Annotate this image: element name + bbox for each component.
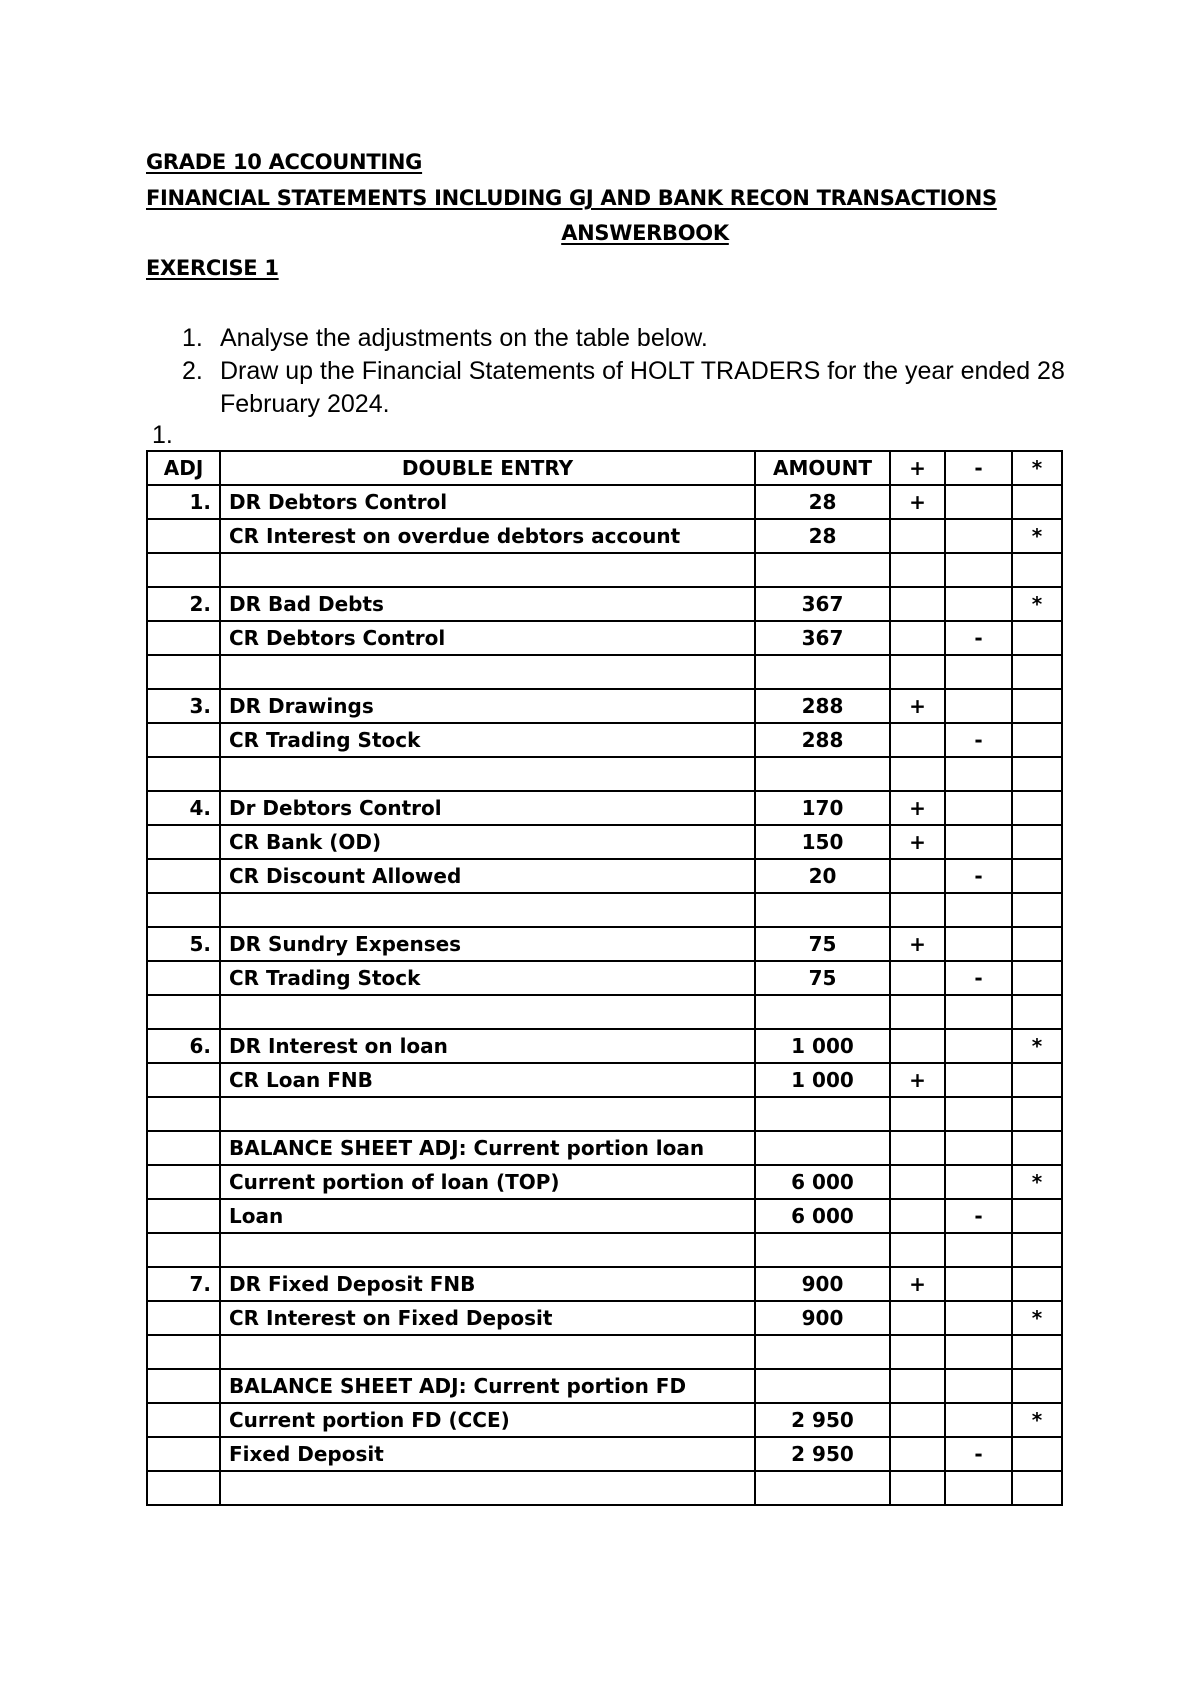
amount-cell: 150 [755,825,890,859]
plus-cell [890,553,945,587]
table-row [147,1199,1062,1233]
amount-cell: 20 [755,859,890,893]
table-row [147,961,1062,995]
minus-cell [945,893,1012,927]
plus-cell [890,1369,945,1403]
star-column-header: * [1012,451,1062,485]
adj-cell [147,621,220,655]
table-row [147,1335,1062,1369]
table-row [147,519,1062,553]
instruction-number: 1. [182,324,203,352]
plus-cell [890,961,945,995]
minus-cell [945,927,1012,961]
star-cell [1012,1335,1062,1369]
amount-cell: 75 [755,927,890,961]
star-cell [1012,553,1062,587]
double-entry-cell: DR Interest on loan [220,1029,755,1063]
double-entry-cell [220,995,755,1029]
table-row [147,1029,1062,1063]
amount-cell [755,757,890,791]
adj-cell: 4. [147,791,220,825]
amount-column-header: AMOUNT [755,451,890,485]
adj-cell [147,859,220,893]
double-entry-cell: CR Trading Stock [220,961,755,995]
minus-cell: - [945,1437,1012,1471]
star-cell: * [1012,1029,1062,1063]
table-row [147,1097,1062,1131]
double-entry-cell: Loan [220,1199,755,1233]
table-row [147,1369,1062,1403]
table-row [147,995,1062,1029]
amount-cell [755,553,890,587]
plus-cell [890,1097,945,1131]
double-entry-cell: Current portion of loan (TOP) [220,1165,755,1199]
double-entry-cell: DR Fixed Deposit FNB [220,1267,755,1301]
adj-cell [147,1471,220,1505]
adj-cell [147,1063,220,1097]
minus-cell [945,1471,1012,1505]
adj-cell [147,1233,220,1267]
double-entry-cell: Dr Debtors Control [220,791,755,825]
table-body [147,485,1062,1505]
minus-cell [945,1403,1012,1437]
star-cell [1012,485,1062,519]
double-entry-cell: DR Bad Debts [220,587,755,621]
plus-cell: + [890,1063,945,1097]
table-row [147,791,1062,825]
double-entry-cell [220,1471,755,1505]
answerbook-heading: ANSWERBOOK [561,221,729,245]
plus-cell [890,519,945,553]
plus-cell [890,995,945,1029]
amount-cell [755,1097,890,1131]
table-row [147,893,1062,927]
double-entry-cell [220,893,755,927]
topic-heading: FINANCIAL STATEMENTS INCLUDING GJ AND BANK RECON TRANSACTIONS [146,186,997,210]
double-entry-column-header: DOUBLE ENTRY [220,451,755,485]
adj-cell [147,1199,220,1233]
instruction-text: Draw up the Financial Statements of HOLT TRADERS for the year ended 28 February 2024. [220,357,1065,418]
star-cell [1012,893,1062,927]
plus-cell [890,1301,945,1335]
star-cell [1012,655,1062,689]
minus-cell [945,1233,1012,1267]
table-row [147,485,1062,519]
minus-cell [945,1335,1012,1369]
minus-cell [945,519,1012,553]
amount-cell [755,655,890,689]
star-cell [1012,859,1062,893]
question-number: 1. [152,421,173,449]
adj-cell [147,1131,220,1165]
table-row [147,587,1062,621]
minus-cell [945,587,1012,621]
table-row [147,1267,1062,1301]
minus-cell [945,1301,1012,1335]
minus-cell: - [945,961,1012,995]
minus-cell: - [945,859,1012,893]
star-cell [1012,1369,1062,1403]
table-row [147,1471,1062,1505]
star-cell [1012,689,1062,723]
amount-cell: 1 000 [755,1029,890,1063]
amount-cell [755,1233,890,1267]
star-cell [1012,1233,1062,1267]
amount-cell: 288 [755,689,890,723]
minus-cell [945,655,1012,689]
star-cell: * [1012,1301,1062,1335]
adj-cell [147,1403,220,1437]
table-row [147,927,1062,961]
grade-heading: GRADE 10 ACCOUNTING [146,150,423,174]
plus-cell [890,1335,945,1369]
adj-cell [147,723,220,757]
instruction-item [146,355,1086,421]
star-cell [1012,791,1062,825]
adj-cell: 1. [147,485,220,519]
amount-cell: 367 [755,587,890,621]
table-row [147,1063,1062,1097]
star-cell [1012,1131,1062,1165]
double-entry-cell: Current portion FD (CCE) [220,1403,755,1437]
table-row [147,1233,1062,1267]
plus-cell [890,859,945,893]
minus-cell [945,1165,1012,1199]
minus-cell [945,825,1012,859]
adj-cell [147,757,220,791]
amount-cell: 900 [755,1301,890,1335]
minus-cell [945,553,1012,587]
plus-cell [890,1199,945,1233]
adj-cell: 7. [147,1267,220,1301]
adj-cell [147,519,220,553]
table-row [147,655,1062,689]
double-entry-cell: CR Discount Allowed [220,859,755,893]
star-cell: * [1012,1403,1062,1437]
minus-cell [945,1029,1012,1063]
plus-cell [890,757,945,791]
table-row [147,859,1062,893]
minus-cell [945,1063,1012,1097]
amount-cell: 6 000 [755,1165,890,1199]
double-entry-cell: DR Sundry Expenses [220,927,755,961]
amount-cell: 288 [755,723,890,757]
star-cell: * [1012,1165,1062,1199]
adj-cell [147,1369,220,1403]
minus-column-header: - [945,451,1012,485]
adj-cell [147,825,220,859]
plus-cell [890,1403,945,1437]
double-entry-cell [220,553,755,587]
star-cell [1012,1063,1062,1097]
amount-cell [755,893,890,927]
table-row [147,689,1062,723]
adj-cell: 3. [147,689,220,723]
plus-cell: + [890,825,945,859]
table-row [147,723,1062,757]
minus-cell [945,485,1012,519]
star-cell [1012,825,1062,859]
star-cell [1012,927,1062,961]
double-entry-cell: CR Loan FNB [220,1063,755,1097]
adj-cell [147,1301,220,1335]
plus-cell [890,1165,945,1199]
amount-cell [755,1131,890,1165]
plus-cell [890,1437,945,1471]
exercise-heading: EXERCISE 1 [146,256,279,280]
instruction-number: 2. [182,357,203,385]
minus-cell [945,791,1012,825]
minus-cell [945,757,1012,791]
minus-cell: - [945,1199,1012,1233]
adj-cell [147,553,220,587]
amount-cell: 28 [755,485,890,519]
table-row [147,757,1062,791]
double-entry-cell: BALANCE SHEET ADJ: Current portion loan [220,1131,755,1165]
plus-cell: + [890,485,945,519]
double-entry-cell [220,1335,755,1369]
plus-cell: + [890,927,945,961]
adj-cell [147,1165,220,1199]
minus-cell [945,1131,1012,1165]
minus-cell [945,1267,1012,1301]
table-row [147,825,1062,859]
star-cell: * [1012,587,1062,621]
amount-cell [755,1471,890,1505]
table-row [147,621,1062,655]
adj-cell: 5. [147,927,220,961]
double-entry-cell [220,1233,755,1267]
double-entry-cell: DR Drawings [220,689,755,723]
amount-cell: 367 [755,621,890,655]
double-entry-cell: BALANCE SHEET ADJ: Current portion FD [220,1369,755,1403]
double-entry-cell [220,757,755,791]
adj-cell: 6. [147,1029,220,1063]
table-header-row [147,451,1062,485]
star-cell [1012,723,1062,757]
star-cell [1012,1097,1062,1131]
table-row [147,1165,1062,1199]
double-entry-cell [220,1097,755,1131]
amount-cell [755,1335,890,1369]
plus-cell [890,1029,945,1063]
star-cell: * [1012,519,1062,553]
double-entry-cell: CR Bank (OD) [220,825,755,859]
star-cell [1012,1437,1062,1471]
plus-cell [890,893,945,927]
star-cell [1012,621,1062,655]
amount-cell: 170 [755,791,890,825]
adj-column-header: ADJ [147,451,220,485]
plus-cell [890,1233,945,1267]
adj-cell [147,995,220,1029]
adj-cell [147,1437,220,1471]
plus-cell: + [890,689,945,723]
adj-cell [147,961,220,995]
instructions-list [146,322,1086,421]
table-row [147,1437,1062,1471]
minus-cell [945,1369,1012,1403]
table-row [147,1131,1062,1165]
plus-cell [890,1131,945,1165]
amount-cell: 28 [755,519,890,553]
star-cell [1012,995,1062,1029]
star-cell [1012,1199,1062,1233]
minus-cell: - [945,723,1012,757]
star-cell [1012,1471,1062,1505]
double-entry-cell: CR Interest on Fixed Deposit [220,1301,755,1335]
table-row [147,1403,1062,1437]
minus-cell [945,689,1012,723]
double-entry-cell: CR Debtors Control [220,621,755,655]
amount-cell [755,1369,890,1403]
double-entry-cell: Fixed Deposit [220,1437,755,1471]
adj-cell [147,1335,220,1369]
star-cell [1012,961,1062,995]
star-cell [1012,1267,1062,1301]
plus-cell: + [890,1267,945,1301]
amount-cell: 6 000 [755,1199,890,1233]
plus-cell [890,723,945,757]
instruction-text: Analyse the adjustments on the table below. [220,324,708,352]
double-entry-cell [220,655,755,689]
adj-cell: 2. [147,587,220,621]
minus-cell: - [945,621,1012,655]
instruction-item [146,322,1086,355]
table-row [147,553,1062,587]
table-row [147,1301,1062,1335]
adj-cell [147,893,220,927]
amount-cell: 900 [755,1267,890,1301]
double-entry-cell: CR Trading Stock [220,723,755,757]
plus-cell [890,1471,945,1505]
plus-column-header: + [890,451,945,485]
adjustments-table [146,450,1063,1506]
amount-cell [755,995,890,1029]
plus-cell: + [890,791,945,825]
double-entry-cell: DR Debtors Control [220,485,755,519]
plus-cell [890,621,945,655]
minus-cell [945,1097,1012,1131]
plus-cell [890,587,945,621]
adj-cell [147,1097,220,1131]
amount-cell: 2 950 [755,1437,890,1471]
minus-cell [945,995,1012,1029]
amount-cell: 75 [755,961,890,995]
adj-cell [147,655,220,689]
amount-cell: 1 000 [755,1063,890,1097]
star-cell [1012,757,1062,791]
amount-cell: 2 950 [755,1403,890,1437]
plus-cell [890,655,945,689]
double-entry-cell: CR Interest on overdue debtors account [220,519,755,553]
